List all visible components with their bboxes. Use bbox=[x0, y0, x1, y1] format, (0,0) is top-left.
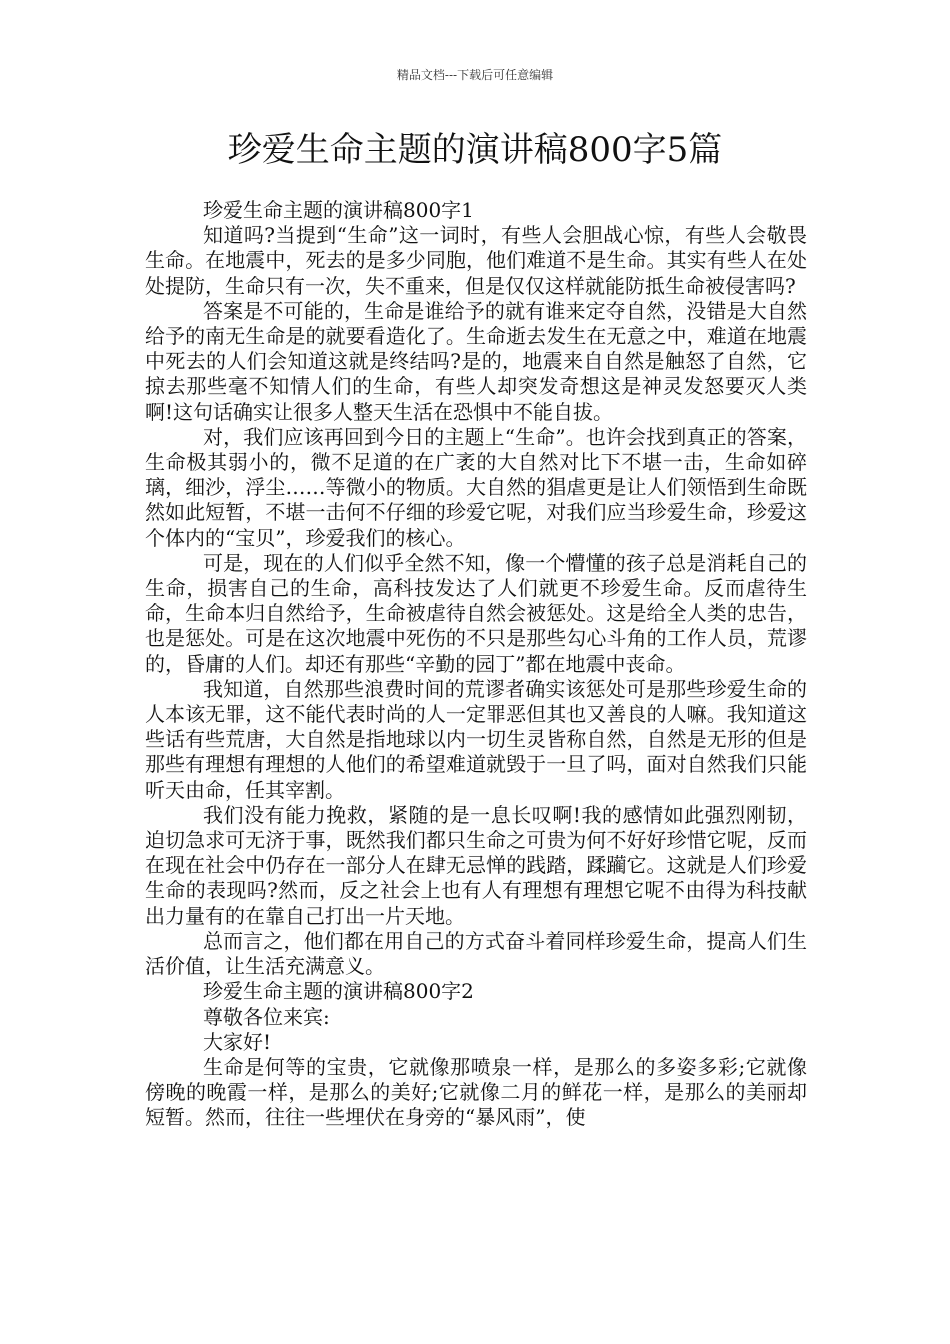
section-heading: 珍爱生命主题的演讲稿800字2 bbox=[203, 979, 474, 1004]
paragraph: 可是，现在的人们似乎全然不知，像一个懵懂的孩子总是消耗自己的生命，损害自己的生命，高科技发达了人们就更不珍爱生命。反而虐待生命，生命本归自然给予，生命被虐待自然会被惩处。这是给全人类的忠告，也是惩处。可是在这次地震中死伤的不只是那些勾心斗角的工作人员，荒谬的，昏庸的人们。却还有那些“辛勤的园丁”都在地震中丧命。 bbox=[145, 550, 807, 676]
document-body bbox=[145, 198, 807, 1131]
header-note: 精品文档---下载后可任意编辑 bbox=[396, 68, 554, 82]
paragraph: 总而言之，他们都在用自己的方式奋斗着同样珍爱生命，提高人们生活价值，让生活充满意义。 bbox=[145, 928, 807, 979]
salutation: 尊敬各位来宾: bbox=[203, 1004, 330, 1029]
paragraph: 我们没有能力挽救，紧随的是一息长叹啊!我的感情如此强烈刚韧，迫切急求可无济于事，既然我们都只生命之可贵为何不好好珍惜它呢，反而在现在社会中仍存在一部分人在肆无忌惮的践踏，蹂躏它。这就是人们珍爱生命的表现吗?然而，反之社会上也有人有理想有理想它呢不由得为科技献出力量有的在靠自己打出一片天地。 bbox=[145, 802, 807, 928]
paragraph: 答案是不可能的，生命是谁给予的就有谁来定夺自然，没错是大自然给予的南无生命是的就要看造化了。生命逝去发生在无意之中，难道在地震中死去的人们会知道这就是终结吗?是的，地震来自自然是触怒了自然，它掠去那些毫不知情人们的生命，有些人却突发奇想这是神灵发怒要灭人类啊!这句话确实让很多人整天生活在恐惧中不能自拔。 bbox=[145, 298, 807, 424]
paragraph: 知道吗?当提到“生命”这一词时，有些人会胆战心惊，有些人会敬畏生命。在地震中，死去的是多少同胞，他们难道不是生命。其实有些人在处处提防，生命只有一次，失不重来，但是仅仅这样就能防抵生命被侵害吗? bbox=[145, 223, 807, 298]
section-heading: 珍爱生命主题的演讲稿800字1 bbox=[203, 198, 474, 222]
greeting: 大家好! bbox=[203, 1029, 272, 1054]
paragraph: 对，我们应该再回到今日的主题上“生命”。也许会找到真正的答案，生命极其弱小的，微不足道的在广袤的大自然对比下不堪一击，生命如碎璃，细沙，浮尘……等微小的物质。大自然的猖虐更是让人们领悟到生命既然如此短暂，不堪一击何不仔细的珍爱它呢，对我们应当珍爱生命，珍爱这个体内的“宝贝”，珍爱我们的核心。 bbox=[145, 424, 807, 550]
paragraph: 生命是何等的宝贵，它就像那喷泉一样，是那么的多姿多彩;它就像傍晚的晚霞一样，是那么的美好;它就像二月的鲜花一样，是那么的美丽却短暂。然而，往往一些埋伏在身旁的“暴风雨”，使 bbox=[145, 1054, 807, 1130]
document-title: 珍爱生命主题的演讲稿800字5篇 bbox=[227, 130, 723, 170]
paragraph: 我知道，自然那些浪费时间的荒谬者确实该惩处可是那些珍爱生命的人本该无罪，这不能代表时尚的人一定罪恶但其也又善良的人嘛。我知道这些话有些荒唐，大自然是指地球以内一切生灵皆称自然，自然是无形的但是那些有理想有理想的人他们的希望难道就毁于一旦了吗，面对自然我们只能听天由命，任其宰割。 bbox=[145, 676, 807, 802]
